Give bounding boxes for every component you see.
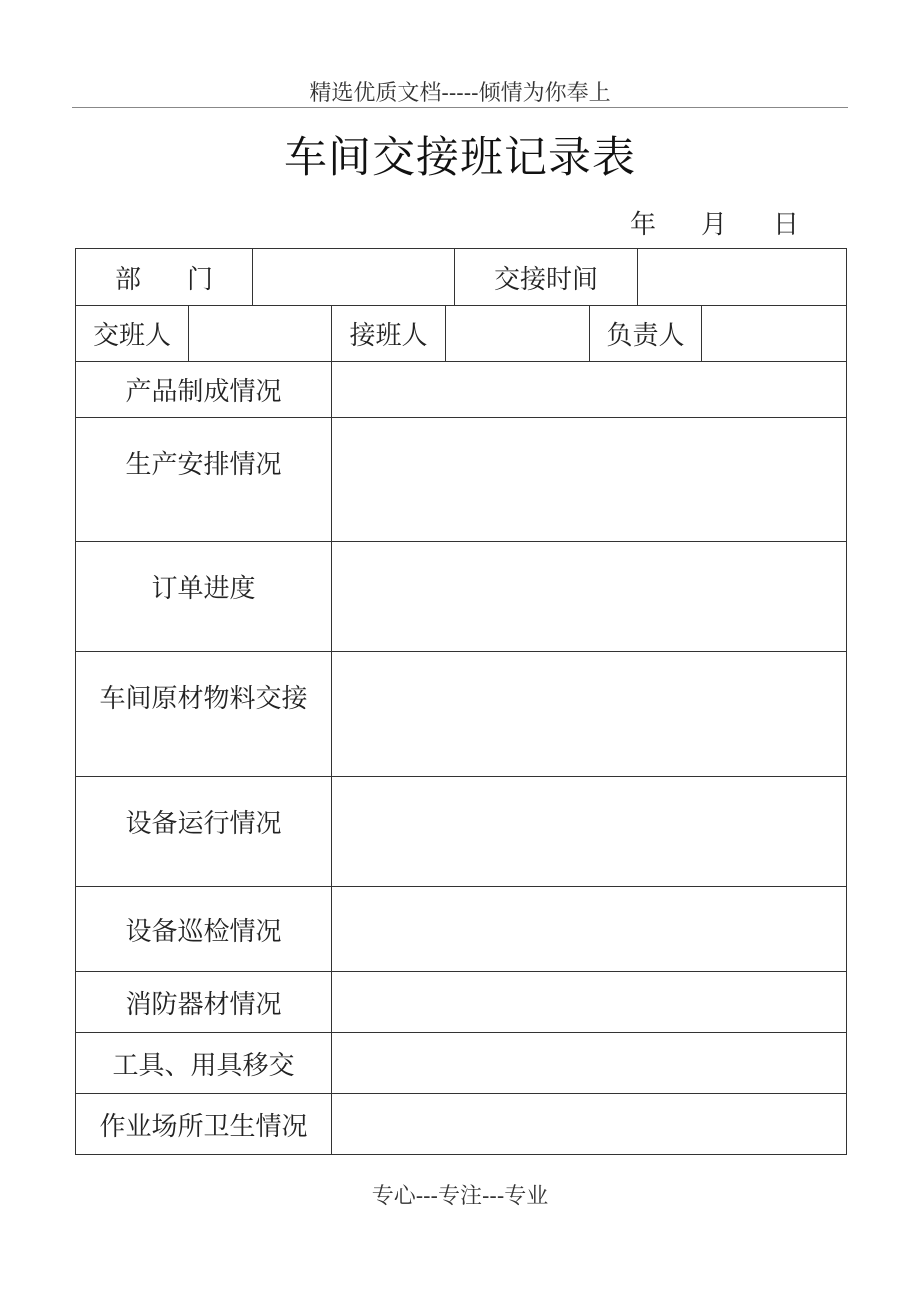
handover-person-label: 交班人 [75,305,189,362]
header-divider [72,107,848,108]
section-field-product-status[interactable] [331,361,847,418]
section-field-tools-handover[interactable] [331,1032,847,1094]
department-label-a: 部 [114,264,141,295]
section-field-order-progress[interactable] [331,541,847,652]
handover-person-field[interactable] [188,305,332,362]
section-label-product-status: 产品制成情况 [75,361,332,418]
handover-time-field[interactable] [637,248,847,306]
document-title: 车间交接班记录表 [284,133,636,183]
receiver-person-field[interactable] [445,305,590,362]
section-label-equipment-operation: 设备运行情况 [75,776,332,887]
section-label-production-schedule: 生产安排情况 [75,417,332,542]
section-field-production-schedule[interactable] [331,417,847,542]
department-field[interactable] [252,248,455,306]
section-field-materials-handover[interactable] [331,651,847,777]
date-month-label: 月 [701,210,728,240]
department-label-b: 门 [187,264,214,295]
section-field-equipment-operation[interactable] [331,776,847,887]
section-label-order-progress: 订单进度 [75,541,332,652]
section-field-fire-equipment[interactable] [331,971,847,1033]
date-year-label: 年 [630,210,657,240]
section-field-equipment-inspection[interactable] [331,886,847,972]
handover-time-label: 交接时间 [454,248,638,306]
section-label-equipment-inspection: 设备巡检情况 [75,886,332,972]
responsible-person-label: 负责人 [589,305,702,362]
department-label-cell [75,248,253,306]
section-label-tools-handover: 工具、用具移交 [75,1032,332,1094]
section-field-workplace-hygiene[interactable] [331,1093,847,1155]
page-footer-text: 专心---专注---专业 [371,1184,549,1209]
section-label-workplace-hygiene: 作业场所卫生情况 [75,1093,332,1155]
date-day-label: 日 [773,210,800,240]
receiver-person-label: 接班人 [331,305,446,362]
section-label-fire-equipment: 消防器材情况 [75,971,332,1033]
responsible-person-field[interactable] [701,305,847,362]
section-label-materials-handover: 车间原材物料交接 [75,651,332,777]
page-header-text: 精选优质文档-----倾情为你奉上 [309,81,611,106]
